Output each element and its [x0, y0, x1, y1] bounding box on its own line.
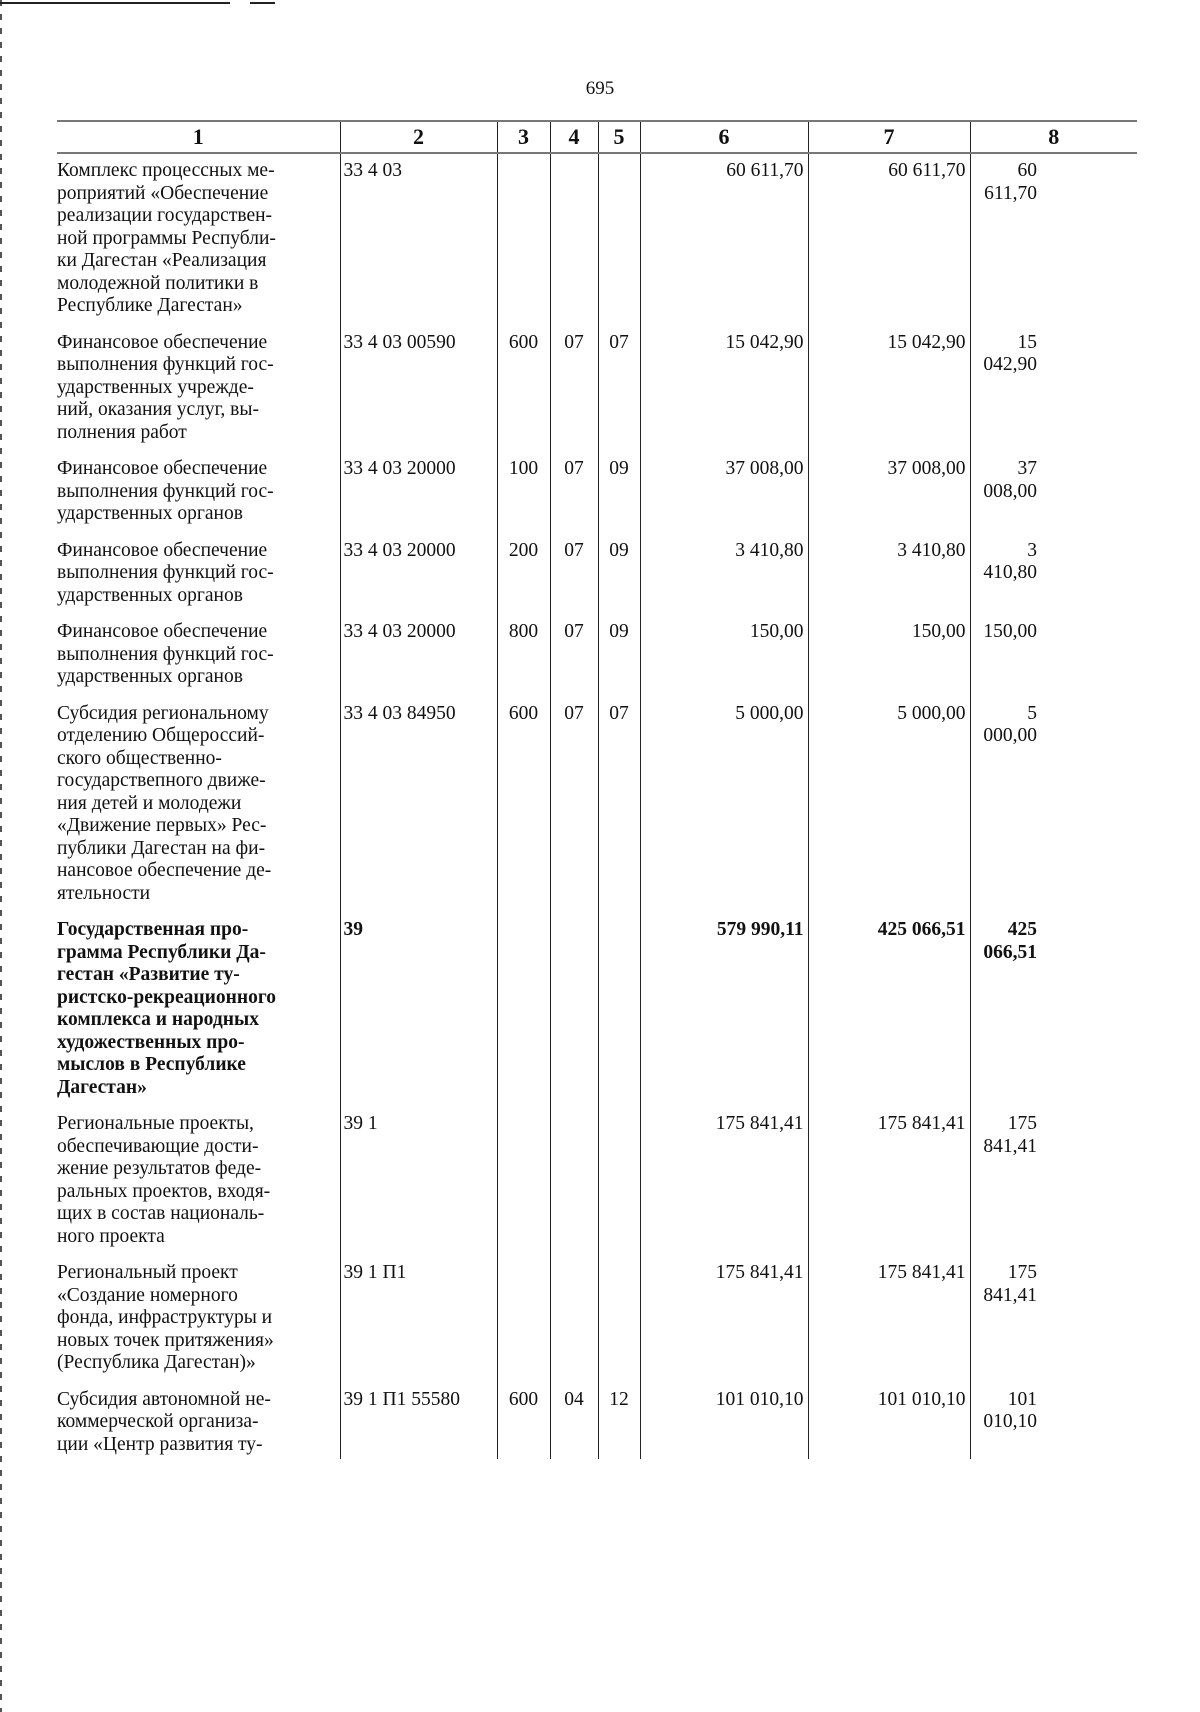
cell-name-line: Финансовое обеспечение	[57, 458, 268, 479]
cell-value-8: 5 000,00	[970, 703, 1137, 920]
scan-edge	[0, 0, 2, 1712]
cell-name-line: новых точек притяжения»	[57, 1329, 274, 1351]
cell-name	[57, 153, 340, 332]
table-row	[57, 458, 1137, 540]
cell-name-line: ятельности	[57, 882, 151, 904]
cell-pr: 07	[598, 332, 640, 459]
cell-pr	[598, 153, 640, 332]
cell-vr: 200	[497, 540, 550, 622]
cell-vr	[497, 919, 550, 1113]
cell-value-7: 5 000,00	[808, 703, 970, 920]
table-row	[57, 1262, 1137, 1389]
cell-name-line: мыслов в Республике	[57, 1054, 246, 1075]
cell-name-line: выполнения функций гос-	[57, 480, 274, 502]
table-row	[57, 703, 1137, 920]
cell-rz: 04	[550, 1389, 598, 1459]
cell-name-line: отделению Общероссий-	[57, 725, 265, 746]
cell-name-line: «Создание номерного	[57, 1284, 238, 1306]
cell-code: 33 4 03 20000	[340, 540, 497, 622]
cell-value-8: 425 066,51	[970, 919, 1137, 1113]
cell-value-8: 101 010,10	[970, 1389, 1137, 1459]
cell-code: 33 4 03 00590	[340, 332, 497, 459]
cell-value-8: 60 611,70	[970, 153, 1137, 332]
cell-name	[57, 919, 340, 1113]
cell-code: 39	[340, 919, 497, 1113]
cell-name-line: государствепного движе-	[57, 770, 266, 791]
cell-name-line: Субсидия региональному	[57, 702, 269, 724]
table-row	[57, 1113, 1137, 1262]
cell-vr: 600	[497, 332, 550, 459]
cell-pr	[598, 919, 640, 1113]
cell-name-line: «Движение первых» Рес-	[57, 815, 267, 836]
cell-value-6: 37 008,00	[640, 458, 808, 540]
cell-value-8: 175 841,41	[970, 1262, 1137, 1389]
cell-name-line: Региональный проект	[57, 1262, 238, 1283]
col-header-8: 8	[970, 121, 1137, 153]
cell-name	[57, 332, 340, 459]
cell-name-line: выполнения функций гос-	[57, 354, 274, 375]
cell-name-line: ной программы Республи-	[57, 227, 276, 249]
cell-name	[57, 1113, 340, 1262]
cell-value-7: 175 841,41	[808, 1262, 970, 1389]
cell-pr: 09	[598, 458, 640, 540]
cell-value-8: 175 841,41	[970, 1113, 1137, 1262]
cell-value-8: 3 410,80	[970, 540, 1137, 622]
cell-name-line: ний, оказания услуг, вы-	[57, 399, 259, 420]
cell-code: 39 1 П1 55580	[340, 1389, 497, 1459]
cell-value-7: 101 010,10	[808, 1389, 970, 1459]
cell-pr: 07	[598, 703, 640, 920]
cell-value-6: 175 841,41	[640, 1113, 808, 1262]
cell-name-line: полнения работ	[57, 421, 187, 443]
table-row	[57, 1389, 1137, 1459]
cell-pr: 09	[598, 540, 640, 622]
cell-vr: 600	[497, 703, 550, 920]
cell-pr: 12	[598, 1389, 640, 1459]
cell-value-7: 175 841,41	[808, 1113, 970, 1262]
cell-vr	[497, 153, 550, 332]
cell-rz: 07	[550, 458, 598, 540]
cell-name-line: ного проекта	[57, 1225, 165, 1247]
cell-name-line: ристско-рекреационного	[57, 986, 276, 1008]
table-row	[57, 919, 1137, 1113]
cell-name-line: Субсидия автономной не-	[57, 1388, 271, 1410]
cell-name-line: ударственных органов	[57, 503, 243, 524]
cell-value-6: 15 042,90	[640, 332, 808, 459]
table-row	[57, 621, 1137, 703]
cell-name-line: Региональные проекты,	[57, 1113, 254, 1134]
col-header-7: 7	[808, 121, 970, 153]
cell-value-8: 37 008,00	[970, 458, 1137, 540]
cell-name-line: Государственная про-	[57, 919, 249, 940]
budget-table	[57, 120, 1137, 1459]
cell-name-line: грамма Республики Да-	[57, 941, 266, 963]
cell-code: 33 4 03 84950	[340, 703, 497, 920]
cell-name-line: ударственных органов	[57, 584, 243, 606]
cell-pr	[598, 1262, 640, 1389]
cell-value-7: 37 008,00	[808, 458, 970, 540]
cell-name-line: жение результатов феде-	[57, 1158, 262, 1179]
cell-code: 33 4 03 20000	[340, 621, 497, 703]
cell-rz: 07	[550, 540, 598, 622]
cell-name	[57, 458, 340, 540]
cell-vr: 600	[497, 1389, 550, 1459]
cell-name-line: (Республика Дагестан)»	[57, 1352, 256, 1373]
cell-name-line: ки Дагестан «Реализация	[57, 250, 267, 271]
cell-name-line: ральных проектов, входя-	[57, 1180, 271, 1202]
cell-name-line: Комплекс процессных ме-	[57, 160, 275, 181]
cell-name-line: ния детей и молодежи	[57, 792, 242, 814]
cell-value-6: 101 010,10	[640, 1389, 808, 1459]
cell-value-6: 579 990,11	[640, 919, 808, 1113]
col-header-2: 2	[340, 121, 497, 153]
cell-value-6: 175 841,41	[640, 1262, 808, 1389]
cell-name-line: комплекса и народных	[57, 1009, 259, 1030]
cell-rz	[550, 153, 598, 332]
header-row	[57, 121, 1137, 153]
col-header-6: 6	[640, 121, 808, 153]
cell-name-line: Финансовое обеспечение	[57, 331, 268, 353]
cell-name-line: выполнения функций гос-	[57, 643, 274, 665]
cell-value-8: 15 042,90	[970, 332, 1137, 459]
cell-pr	[598, 1113, 640, 1262]
cell-name-line: ударственных учрежде-	[57, 376, 254, 398]
cell-rz: 07	[550, 703, 598, 920]
cell-rz: 07	[550, 332, 598, 459]
col-header-4: 4	[550, 121, 598, 153]
cell-value-6: 60 611,70	[640, 153, 808, 332]
cell-name	[57, 621, 340, 703]
cell-name-line: Финансовое обеспечение	[57, 539, 268, 561]
cell-name-line: выполнения функций гос-	[57, 562, 274, 583]
cell-name-line: ции «Центр развития ту-	[57, 1433, 263, 1455]
table-row	[57, 332, 1137, 459]
cell-vr	[497, 1262, 550, 1389]
cell-name-line: ского общественно-	[57, 747, 222, 769]
cell-name-line: реализации государствен-	[57, 205, 273, 226]
cell-rz	[550, 1113, 598, 1262]
cell-name-line: роприятий «Обеспечение	[57, 182, 269, 204]
cell-name-line: Финансовое обеспечение	[57, 621, 268, 642]
cell-name-line: обеспечивающие дости-	[57, 1135, 259, 1157]
cell-vr	[497, 1113, 550, 1262]
table-row	[57, 153, 1137, 332]
cell-name-line: Дагестан»	[57, 1076, 147, 1098]
cell-code: 33 4 03	[340, 153, 497, 332]
cell-vr: 800	[497, 621, 550, 703]
scan-top-rule	[0, 2, 230, 4]
cell-value-7: 3 410,80	[808, 540, 970, 622]
cell-rz: 07	[550, 621, 598, 703]
cell-vr: 100	[497, 458, 550, 540]
cell-value-6: 5 000,00	[640, 703, 808, 920]
cell-code: 39 1 П1	[340, 1262, 497, 1389]
col-header-5: 5	[598, 121, 640, 153]
col-header-1: 1	[57, 121, 340, 153]
page-number: 695	[585, 78, 615, 99]
cell-name	[57, 1389, 340, 1459]
cell-value-6: 3 410,80	[640, 540, 808, 622]
cell-value-8: 150,00	[970, 621, 1137, 703]
cell-value-6: 150,00	[640, 621, 808, 703]
cell-name	[57, 703, 340, 920]
cell-pr: 09	[598, 621, 640, 703]
cell-name-line: художественных про-	[57, 1031, 245, 1053]
cell-name-line: щих в состав националь-	[57, 1203, 265, 1224]
cell-value-7: 15 042,90	[808, 332, 970, 459]
cell-name-line: ударственных органов	[57, 666, 243, 687]
cell-value-7: 150,00	[808, 621, 970, 703]
cell-name-line: нансовое обеспечение де-	[57, 860, 272, 881]
cell-name-line: коммерческой организа-	[57, 1411, 259, 1432]
cell-name-line: фонда, инфраструктуры и	[57, 1307, 273, 1328]
cell-value-7: 425 066,51	[808, 919, 970, 1113]
cell-code: 39 1	[340, 1113, 497, 1262]
cell-name-line: гестан «Развитие ту-	[57, 964, 240, 985]
col-header-3: 3	[497, 121, 550, 153]
cell-name-line: публики Дагестан на фи-	[57, 837, 266, 859]
cell-rz	[550, 919, 598, 1113]
cell-name-line: молодежной политики в	[57, 272, 259, 294]
table-row	[57, 540, 1137, 622]
cell-value-7: 60 611,70	[808, 153, 970, 332]
cell-name	[57, 540, 340, 622]
cell-rz	[550, 1262, 598, 1389]
scan-top-rule-short	[250, 2, 275, 4]
cell-code: 33 4 03 20000	[340, 458, 497, 540]
cell-name-line: Республике Дагестан»	[57, 295, 243, 316]
cell-name	[57, 1262, 340, 1389]
